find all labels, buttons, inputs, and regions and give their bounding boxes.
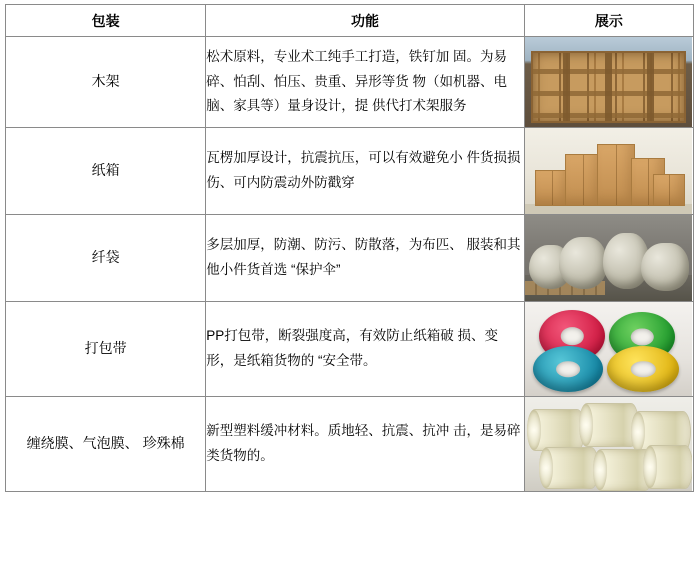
woven-bag-photo bbox=[525, 215, 692, 301]
stretch-film-photo bbox=[525, 397, 692, 491]
cell-demo-image bbox=[524, 37, 693, 128]
cell-demo-image bbox=[524, 128, 693, 215]
carton-box bbox=[535, 170, 569, 206]
film-roll bbox=[579, 403, 639, 447]
cell-demo-image bbox=[524, 397, 693, 492]
wood-crate-photo bbox=[525, 37, 692, 127]
cell-packaging-name: 木架 bbox=[6, 37, 206, 128]
cell-packaging-name: 缠绕膜、气泡膜、 珍殊棉 bbox=[6, 397, 206, 492]
cell-function-text: 多层加厚，防潮、防污、防散落，为布匹、 服装和其他小件货首选 “保护伞” bbox=[206, 215, 524, 302]
cell-demo-image bbox=[524, 302, 693, 397]
column-header-demo: 展示 bbox=[524, 5, 693, 37]
cell-function-text: 瓦楞加厚设计，抗震抗压，可以有效避免小 件货损损伤、可内防震动外防戳穿 bbox=[206, 128, 524, 215]
crate-post bbox=[563, 53, 570, 121]
cell-demo-image bbox=[524, 215, 693, 302]
cell-function-text: 新型塑料缓冲材料。质地轻、抗震、抗冲 击，是易碎类货物的。 bbox=[206, 397, 524, 492]
cell-packaging-name: 打包带 bbox=[6, 302, 206, 397]
strapping-coil-yellow bbox=[607, 346, 679, 392]
carton-box-photo bbox=[525, 128, 692, 214]
cell-packaging-name: 纸箱 bbox=[6, 128, 206, 215]
table-row bbox=[6, 215, 694, 302]
crate-post bbox=[605, 53, 612, 121]
woven-sack bbox=[641, 243, 689, 291]
column-header-function: 功能 bbox=[206, 5, 524, 37]
strapping-coil-photo bbox=[525, 302, 692, 396]
packaging-table bbox=[5, 4, 694, 492]
crate-body bbox=[531, 51, 686, 123]
table-row bbox=[6, 397, 694, 492]
film-roll bbox=[643, 445, 692, 489]
table-header-row bbox=[6, 5, 694, 37]
woven-sack bbox=[559, 237, 607, 289]
film-roll bbox=[527, 409, 585, 451]
cell-function-text: 松术原料，专业术工纯手工打造，铁钉加 固。为易碎、怕刮、怕压、贵重、异形等货 物（如机器、电脑、家具等）量身设计，提 供代打术架服务 bbox=[206, 37, 524, 128]
table-row bbox=[6, 128, 694, 215]
crate-post bbox=[647, 53, 654, 121]
cell-packaging-name: 纤袋 bbox=[6, 215, 206, 302]
carton-box bbox=[653, 174, 685, 206]
film-roll bbox=[539, 447, 599, 489]
table-row bbox=[6, 37, 694, 128]
carton-box bbox=[565, 154, 601, 206]
cell-function-text: PP打包带，断裂强度高，有效防止纸箱破 损、变形，是纸箱货物的 “安全带。 bbox=[206, 302, 524, 397]
column-header-packaging: 包装 bbox=[6, 5, 206, 37]
carton-box bbox=[597, 144, 635, 206]
strapping-coil-blue bbox=[533, 346, 603, 392]
table-row bbox=[6, 302, 694, 397]
